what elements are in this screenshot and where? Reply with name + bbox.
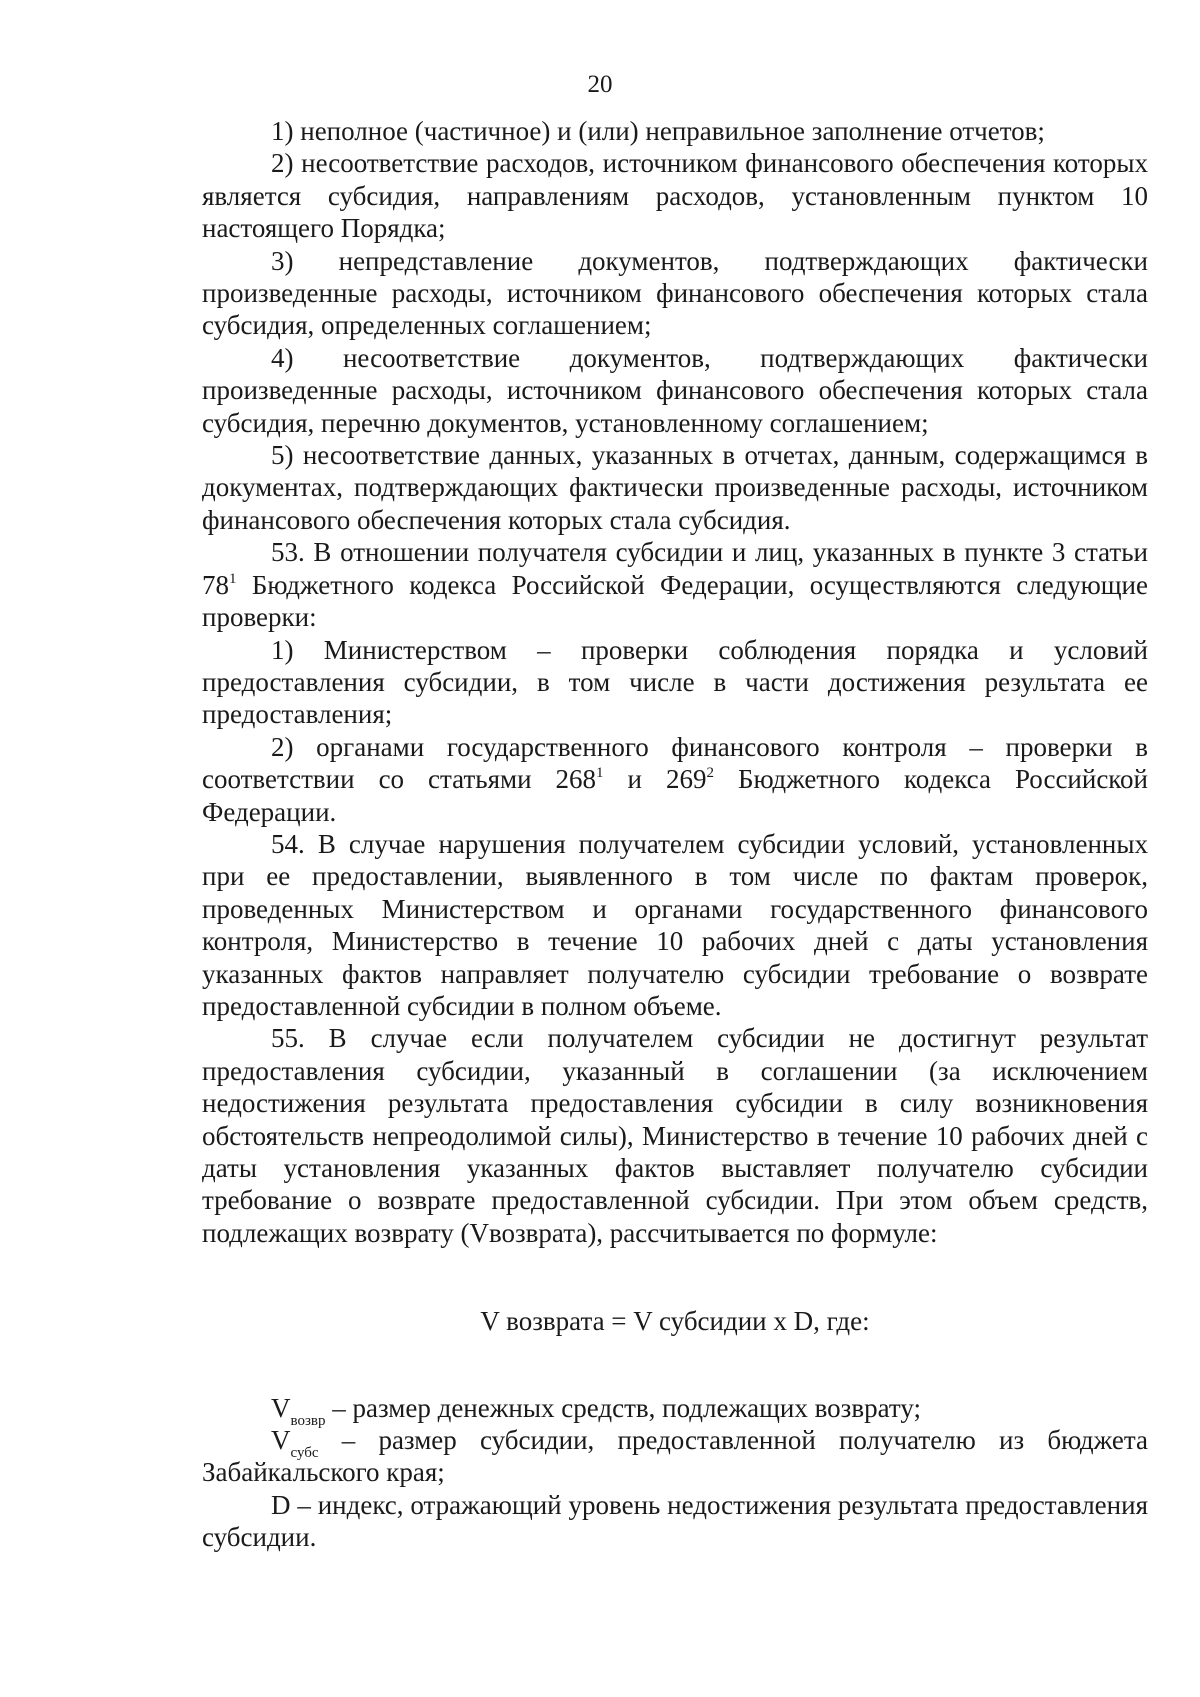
- paragraph-53-item-1: 1) Министерством – проверки соблюдения порядка и условий предоставления субсидии, в том числе в части достижения результата ее предоставления;: [202, 634, 1148, 730]
- paragraph-item-1: 1) неполное (частичное) и (или) неправильное заполнение отчетов;: [271, 116, 1045, 146]
- page-number: 20: [587, 71, 613, 98]
- paragraph-item-5: 5) несоответствие данных, указанных в отчетах, данным, содержащимся в документах, подтверждающих фактически произведенные расходы, источником финансового обеспечения которых стала субсидия.: [202, 440, 1148, 535]
- definition-symbol: V: [271, 1425, 291, 1456]
- formula: V возврата = V субсидии x D, где:: [480, 1306, 870, 1337]
- definition-text: – размер субсидии, предоставленной получателю из бюджета Забайкальского края;: [202, 1425, 1148, 1488]
- superscript: 1: [229, 570, 237, 587]
- subscript: субс: [290, 1445, 319, 1462]
- definition-symbol: V: [271, 1392, 291, 1423]
- paragraph-53-item-2-text-a: 2) органами государственного финансового контроля – проверки в соответствии со статьями 268: [202, 731, 1148, 795]
- paragraph-53-item-2-text-b: и 269: [603, 764, 707, 795]
- paragraph-53-text-b: Бюджетного кодекса Российской Федерации, осуществляются следующие проверки:: [202, 569, 1148, 633]
- paragraph-53-item-2: [202, 731, 1148, 828]
- paragraph-53-text-a: 53. В отношении получателя субсидии и лиц, указанных в пункте 3 статьи 78: [202, 537, 1148, 600]
- definition-text: – размер денежных средств, подлежащих возврату;: [325, 1392, 921, 1423]
- superscript: 1: [596, 765, 604, 782]
- paragraph-53: [202, 536, 1148, 633]
- superscript: 2: [706, 765, 715, 782]
- paragraph-item-3: 3) непредставление документов, подтверждающих фактически произведенные расходы, источником финансового обеспечения которых стала субсидия, определенных соглашением;: [202, 245, 1148, 341]
- paragraph-item-4: 4) несоответствие документов, подтверждающих фактически произведенные расходы, источником финансового обеспечения которых стала субсидия, перечню документов, установленному соглашением;: [202, 342, 1148, 438]
- definition-v-return: [202, 1392, 1148, 1430]
- paragraph-item-2: 2) несоответствие расходов, источником финансового обеспечения которых является субсидия, направлениям расходов, установленным пунктом 10 настоящего Порядка;: [202, 148, 1148, 244]
- definition-v-subsidy: [202, 1424, 1148, 1489]
- paragraph-54: 54. В случае нарушения получателем субсидии условий, установленных при ее предоставлении, выявленного в том числе по фактам проверок, проведенных Министерством и органами государственного финансового контроля, Министерство в течение 10 рабочих дней с даты установления указанных фактов направляет получателю субсидии требование о возврате предоставленной субсидии в полном объеме.: [202, 828, 1148, 1021]
- definition-d-index: D – индекс, отражающий уровень недостижения результата предоставления субсидии.: [202, 1489, 1148, 1553]
- document-body: [202, 115, 1148, 1554]
- paragraph-55: 55. В случае если получателем субсидии не достигнут результат предоставления субсидии, указанный в соглашении (за исключением недостижения результата предоставления субсидии в силу возникновения обстоятельств непреодолимой силы), Министерство в течение 10 рабочих дней с даты установления указанных фактов выставляет получателю субсидии требование о возврате предоставленной субсидии. При этом объем средств, подлежащих возврату (Vвозврата), рассчитывается по формуле:: [202, 1023, 1148, 1248]
- subscript: возвр: [290, 1413, 326, 1430]
- paragraph-53-item-2-text-c: Бюджетного кодекса Российской Федерации.: [202, 764, 1149, 827]
